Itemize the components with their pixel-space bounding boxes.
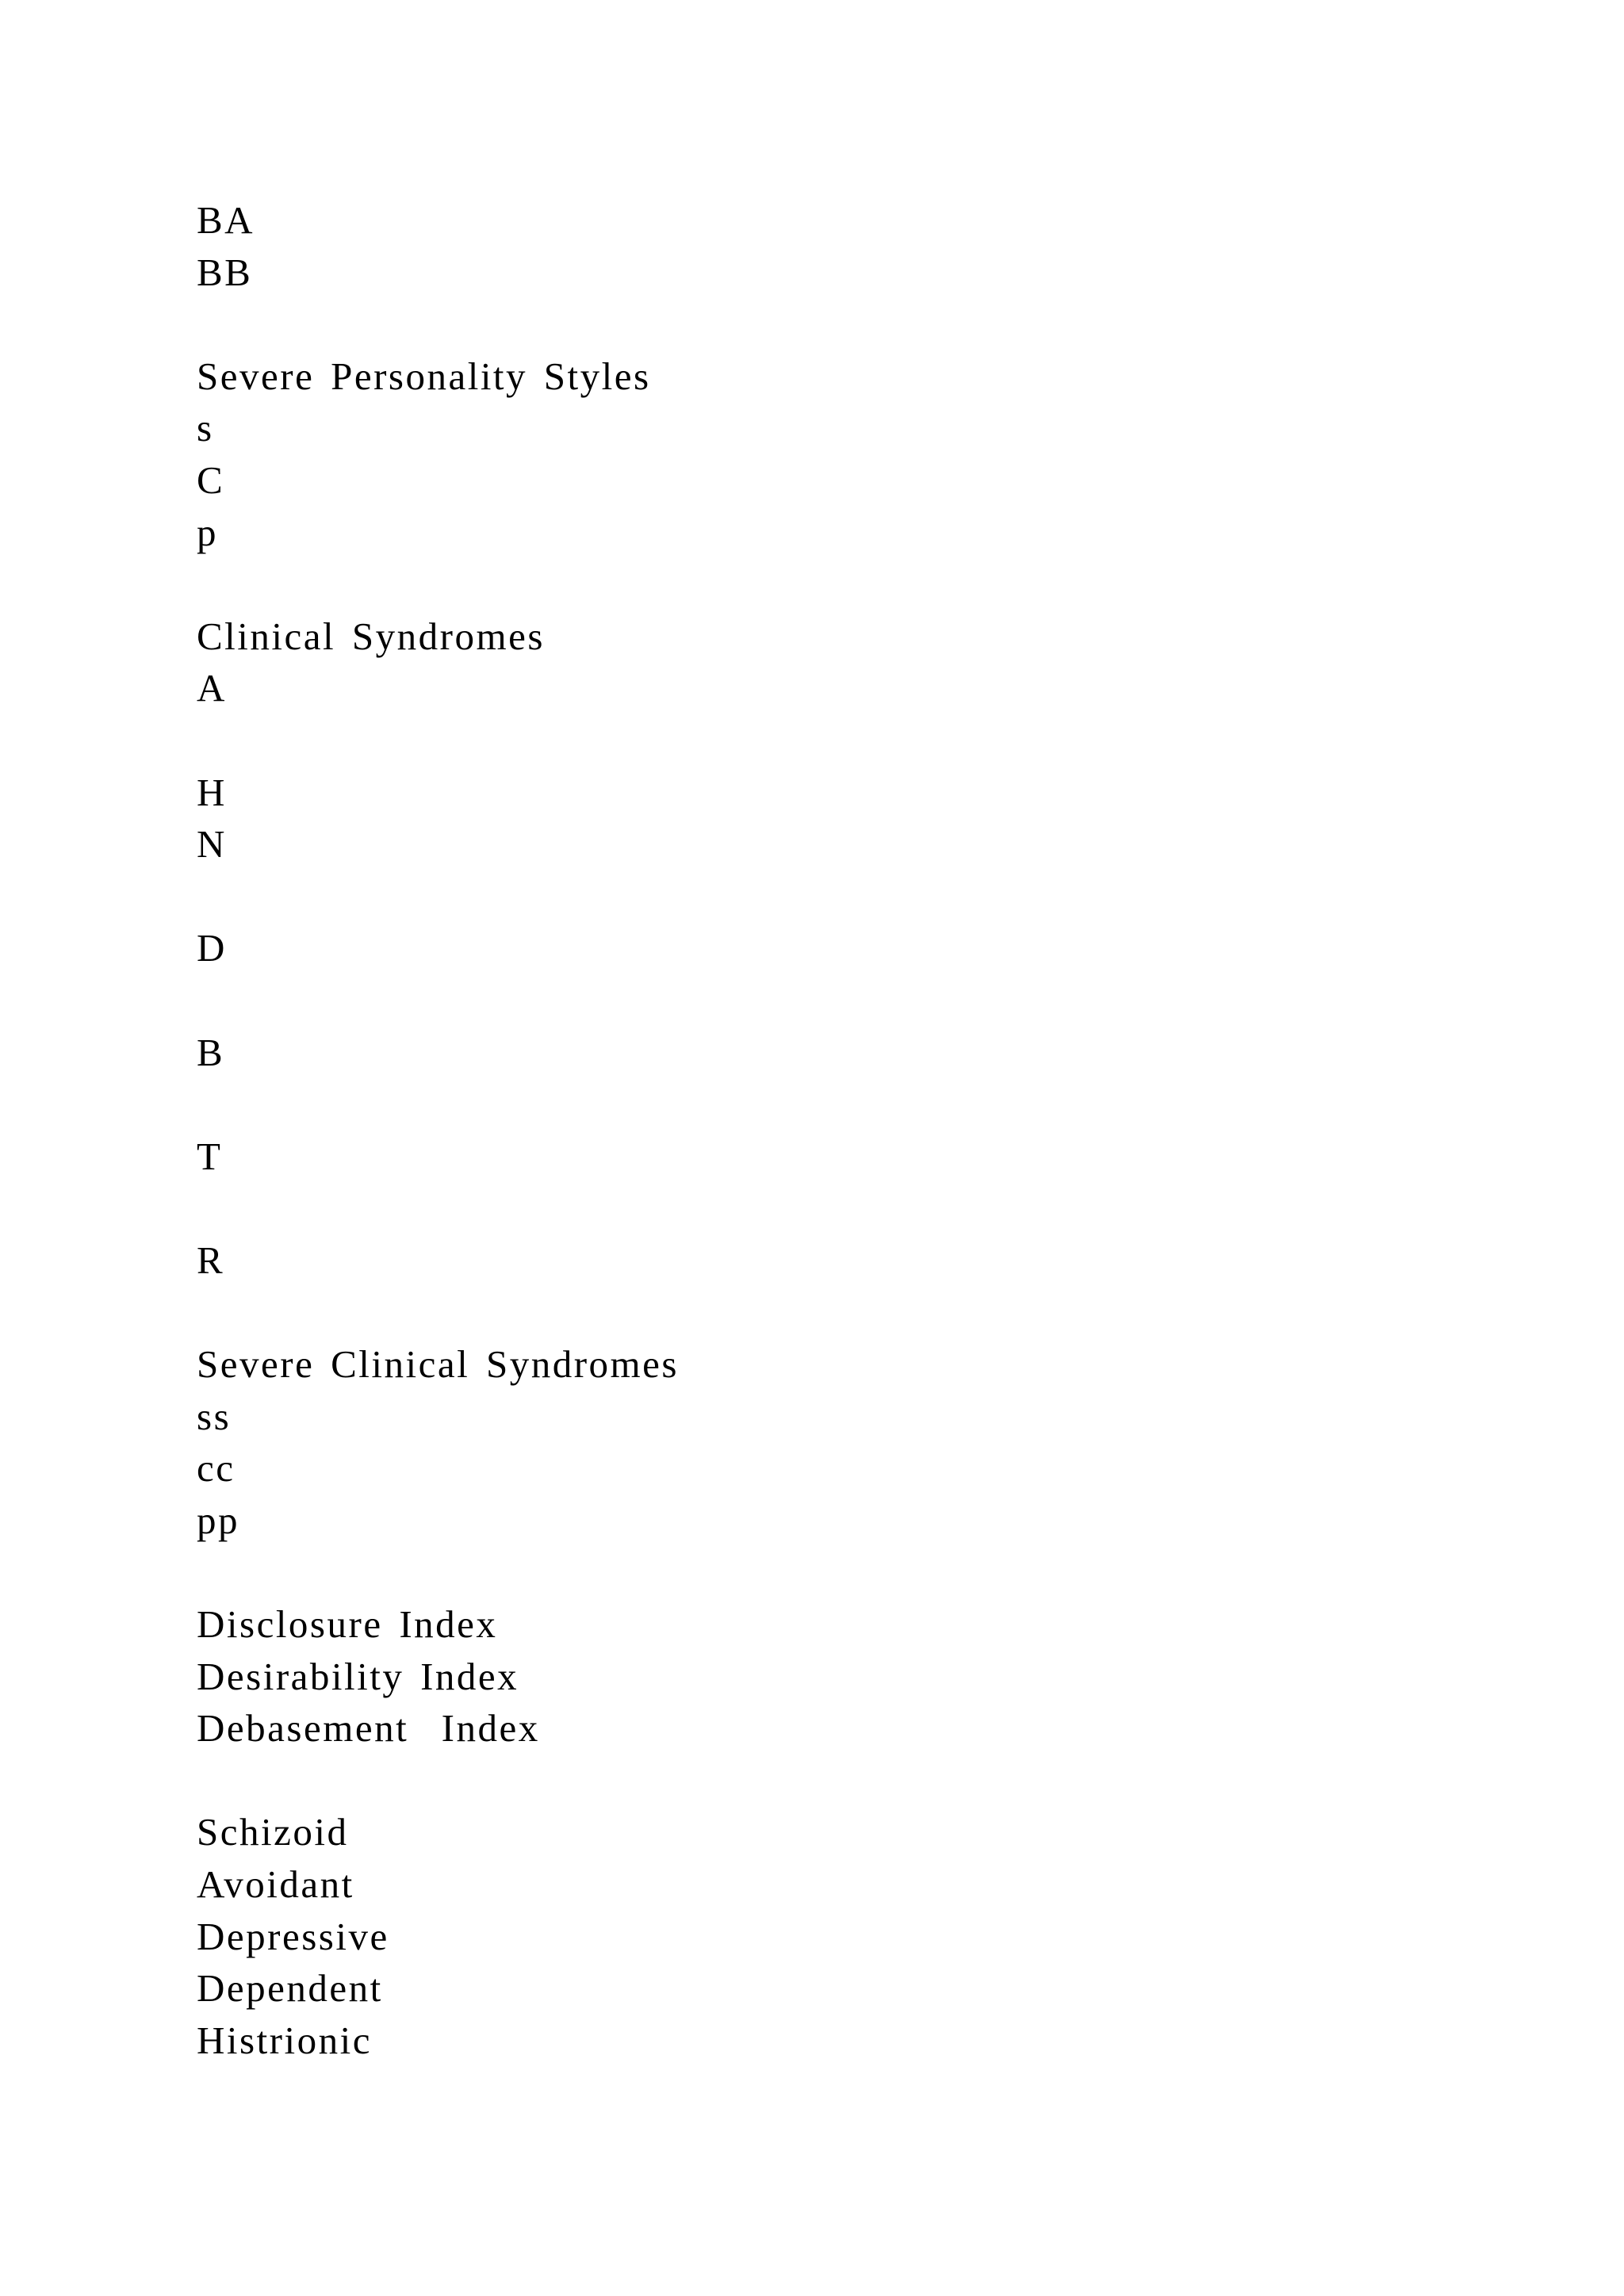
blank-line [197, 1755, 679, 1807]
blank-line [197, 1286, 679, 1338]
text-line: Desirability Index [197, 1654, 519, 1698]
blank-line [197, 1182, 679, 1234]
text-line: ss [197, 1394, 232, 1438]
text-line: H [197, 770, 227, 814]
text-line: B [197, 1030, 225, 1074]
text-line: p [197, 510, 218, 554]
blank-line [197, 974, 679, 1027]
text-line: T [197, 1134, 223, 1178]
blank-line [197, 298, 679, 350]
text-line: C [197, 457, 225, 502]
text-line: A [197, 666, 227, 710]
blank-line [197, 1078, 679, 1131]
text-line: Clinical Syndromes [197, 614, 545, 658]
blank-line [197, 871, 679, 923]
text-line: BA [197, 198, 255, 242]
blank-line [197, 714, 679, 767]
text-line: R [197, 1238, 225, 1282]
text-line: Debasement Index [197, 1706, 540, 1751]
text-line: D [197, 926, 227, 970]
text-line: N [197, 822, 227, 867]
text-line: Severe Clinical Syndromes [197, 1342, 679, 1387]
text-line: Depressive [197, 1914, 389, 1958]
text-line: BB [197, 250, 253, 294]
text-line: Severe Personality Styles [197, 354, 651, 398]
text-line: Schizoid [197, 1810, 349, 1854]
text-line: s [197, 406, 214, 450]
text-line: Dependent [197, 1966, 383, 2011]
text-line: Disclosure Index [197, 1602, 498, 1647]
blank-line [197, 1546, 679, 1598]
text-line: cc [197, 1446, 236, 1490]
text-line: Histrionic [197, 2018, 372, 2062]
document-text-block [197, 194, 679, 2066]
text-line: pp [197, 1498, 239, 1542]
text-line: Avoidant [197, 1862, 354, 1906]
blank-line [197, 558, 679, 610]
